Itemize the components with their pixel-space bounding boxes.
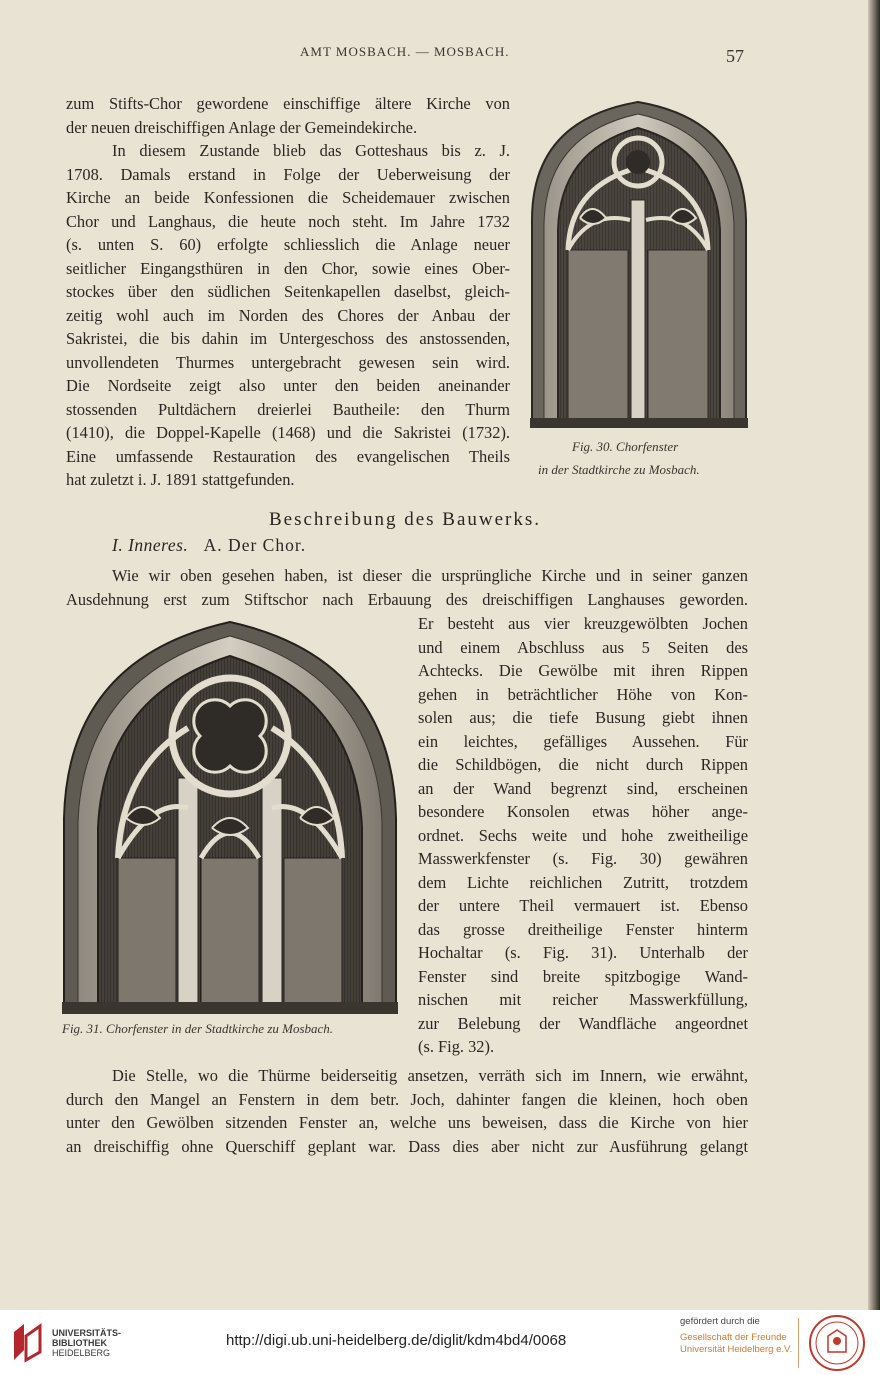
page-number: 57: [726, 46, 744, 66]
library-name-line3: HEIDELBERG: [52, 1348, 111, 1358]
subsection-title: A. Der Chor.: [203, 535, 307, 555]
society-name-line1: Gesellschaft der Freunde: [680, 1332, 787, 1343]
text-line: Er besteht aus vier kreuzgewölbten Jochen: [418, 614, 748, 633]
paragraph-towers: [66, 1064, 748, 1158]
text-line: (1410), die Doppel-Kapelle (1468) und die Sakristei (1732).: [66, 423, 510, 442]
viewer-footer: [0, 1310, 880, 1375]
page-edge-shadow: [868, 0, 880, 1310]
section-heading: Beschreibung des Bauwerks.: [268, 509, 542, 530]
text-line: Fenster sind breite spitzbogige Wand-: [418, 966, 748, 986]
text-line: ein leichtes, gefälliges Aussehen. Für: [418, 731, 748, 751]
text-line: besondere Konsolen etwas höher ange-: [418, 802, 748, 821]
text-line: unvollendeten Thurmes untergebracht gewesen sein wird.: [66, 352, 510, 372]
text-line: Chor und Langhaus, die heute noch steht. Im Jahre 1732: [66, 211, 510, 231]
figure-30-gothic-window: [530, 100, 748, 428]
text-line: In diesem Zustande blieb das Gotteshaus bis z. J.: [112, 141, 510, 160]
text-line: stossenden Pultdächern dreierlei Bautheile: den Thurm: [66, 399, 510, 419]
library-name-line1: UNIVERSITÄTS-: [52, 1328, 122, 1338]
text-line: seitlicher Eingangsthüren in den Chor, sowie eines Ober-: [66, 258, 510, 278]
permalink-url[interactable]: http://digi.ub.uni-heidelberg.de/diglit/kdm4bd4/0068: [226, 1332, 567, 1349]
text-line: die Schildbögen, die nicht durch Rippen: [418, 755, 748, 774]
text-line: Sakristei, die bis dahin im Untergeschoss des anstossenden,: [66, 329, 510, 348]
text-line: zum Stifts-Chor gewordene einschiffige ältere Kirche von: [66, 94, 510, 113]
paragraph-chor-description: [418, 612, 748, 1059]
text-line: Hochaltar (s. Fig. 31). Unterhalb der: [418, 943, 748, 962]
text-line: nischen mit reicher Masswerkfüllung,: [418, 990, 748, 1009]
text-line: solen aus; die tiefe Busung giebt ihnen: [418, 708, 748, 727]
library-logo-icon: [10, 1320, 44, 1364]
text-line: das grosse dreitheilige Fenster hinterm: [418, 919, 748, 939]
university-seal-icon: [808, 1314, 866, 1372]
text-line: (s. unten S. 60) erfolgte schliesslich die Anlage neuer: [66, 235, 510, 254]
text-line: hat zuletzt i. J. 1891 stattgefunden.: [66, 470, 295, 489]
text-line: der neuen dreischiffigen Anlage der Gemeindekirche.: [66, 117, 418, 137]
society-name: [680, 1332, 792, 1356]
text-line: zur Belebung der Wandfläche angeordnet: [418, 1013, 748, 1033]
text-line: Ausdehnung erst zum Stiftschor nach Erbauung des dreischiffigen Langhauses geworden.: [66, 589, 748, 609]
text-line: an der Wand begrenzt sind, erscheinen: [418, 778, 748, 798]
figure-31-caption: Fig. 31. Chorfenster in der Stadtkirche zu Mosbach.: [62, 1021, 334, 1036]
figure-31-gothic-window: [62, 618, 398, 1014]
paragraph-chor-intro: [66, 564, 748, 611]
text-line: und einem Abschluss aus 5 Seiten des: [418, 637, 748, 657]
text-line: Achtecks. Die Gewölbe mit ihren Rippen: [418, 661, 748, 680]
text-line: zeitig wohl auch im Norden des Chores der Anbau der: [66, 305, 510, 325]
text-line: gehen in beträchtlicher Höhe von Kon-: [418, 684, 748, 704]
text-line: (s. Fig. 32).: [418, 1037, 495, 1056]
text-line: Eine umfassende Restauration des evangelischen Theils: [66, 446, 510, 466]
text-line: an dreischiffig ohne Querschiff geplant war. Dass dies aber nicht zur Ausführung gelangt: [66, 1136, 748, 1156]
text-line: Wie wir oben gesehen haben, ist dieser die ursprüngliche Kirche und in seiner ganzen: [112, 566, 748, 585]
figure-30-caption-line1: Fig. 30. Chorfenster: [572, 439, 679, 454]
figure-30-caption-line2: in der Stadtkirche zu Mosbach.: [538, 462, 700, 477]
subsection-heading: [112, 535, 306, 556]
text-line: Die Nordseite zeigt also unter den beiden aneinander: [66, 376, 510, 395]
text-line: Masswerkfenster (s. Fig. 30) gewähren: [418, 849, 748, 868]
text-line: dem Lichte reichlichen Zutritt, trotzdem: [418, 872, 748, 892]
subsection-roman: I. Inneres.: [112, 535, 189, 555]
text-line: Die Stelle, wo die Thürme beiderseitig ansetzen, verräth sich im Innern, wie erwähnt,: [112, 1066, 748, 1085]
society-name-line2: Universität Heidelberg e.V.: [680, 1344, 793, 1355]
text-line: ordnet. Sechs weite und hohe zweitheilige: [418, 825, 748, 845]
footer-divider: [798, 1318, 799, 1368]
text-line: der untere Theil vermauert ist. Ebenso: [418, 896, 748, 915]
text-line: unter den Gewölben sitzenden Fenster an, welche uns beweisen, dass die Kirche von hier: [66, 1113, 748, 1132]
text-line: stockes über den südlichen Seitenkapellen daselbst, gleich-: [66, 282, 510, 301]
running-title: AMT MOSBACH. — MOSBACH.: [300, 44, 510, 59]
text-line: durch den Mangel an Fenstern in dem betr. Joch, dahinter fangen die kleinen, hoch oben: [66, 1089, 748, 1109]
library-name-line2: BIBLIOTHEK: [52, 1338, 107, 1348]
funded-by-label: gefördert durch die: [680, 1316, 760, 1327]
library-name: [52, 1328, 121, 1358]
text-line: 1708. Damals erstand in Folge der Ueberweisung der: [66, 164, 510, 184]
paragraph-intro: [66, 92, 510, 492]
text-line: Kirche an beide Konfessionen die Scheidemauer zwischen: [66, 188, 510, 207]
